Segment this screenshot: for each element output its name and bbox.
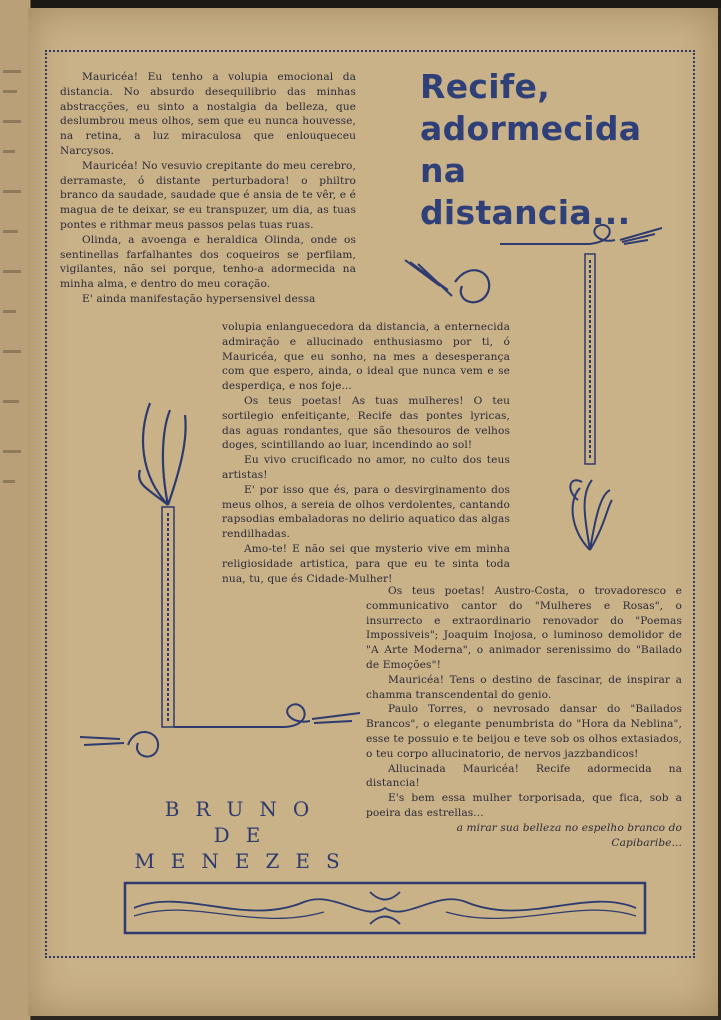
decorative-band-bottom (124, 882, 646, 934)
previous-page-edge (0, 0, 31, 1020)
paragraph: E' ainda manifestação hypersensivel dessa (82, 292, 316, 305)
text-column-right (366, 584, 682, 850)
title-line-4: distancia... (420, 193, 631, 232)
ornament-column-left (80, 395, 380, 755)
paragraph: E's bem essa mulher torporisada, que fica, sob a poeira das estrellas... (366, 792, 682, 819)
title-line-2: adormecida (420, 109, 642, 148)
paragraph: Paulo Torres, o nevrosado dansar do "Bailados Brancos", o elegante penumbrista do "Hora da Neblina", esse te possuio e te beijou e teve sob os olhos extasiados, o teu corpo allucinatorio, de nervos jazzbandicos! (366, 703, 682, 760)
signature-line-2: DE (213, 823, 277, 847)
paragraph: Olinda, a avoenga e heraldica Olinda, onde os sentinellas farfalhantes dos coqueiros se perfilam, vigilantes, não sei porque, tenho-a adormecida na minha alma, e dentro do meu coração. (60, 233, 356, 291)
title-line-3: na (420, 151, 467, 190)
scan-top-edge (28, 0, 721, 8)
paragraph: volupia enlanguecedora da distancia, a enternecida admiração e allucinado enthusiasmo por ti, ó Mauricéa, que eu sonho, na mes a desesperança com que espero, ainda, o ideal que nunca vem e se desperdiça, e nos foje... (222, 321, 510, 393)
signature-line-3: MENEZES (134, 849, 356, 873)
article-title (420, 66, 650, 234)
paragraph: Mauricéa! No vesuvio crepitante do meu cerebro, derramaste, ó distante perturbadora! o philtro branco da saudade, saudade que é ansia de te vêr, e é magua de te deixar, se eu transpuzer, um dia, as tuas pontes e rithmar meus passos pelas tuas ruas. (60, 159, 356, 231)
paragraph: Os teus poetas! As tuas mulheres! O teu sortilegio enfeitiçante, Recife das pontes lyricas, das aguas rondantes, que são thesouros de velhos doges, scintillando ao luar, incendindo ao sol! (222, 394, 510, 452)
ornament-top-right (400, 210, 680, 480)
paragraph: Mauricéa! Eu tenho a volupia emocional da distancia. No absurdo desequilibrio das minhas abstracções, eu sinto a nostalgia da belleza, que deslumbrou meus olhos, sem que eu nunca houvesse, na retina, a luz miraculosa que enlouqueceu Narcysos. (60, 71, 356, 157)
paragraph: E' por isso que és, para o desvirginamento dos meus olhos, a sereia de olhos verdolentes, cantando rapsodias embaladoras no delirio aquatico das algas rendilhadas. (222, 483, 510, 541)
paragraph: Eu vivo crucificado no amor, no culto dos teus artistas! (222, 454, 510, 481)
ornament-fan-right (560, 470, 620, 560)
author-signature (130, 796, 360, 874)
text-column-left (60, 70, 356, 307)
paragraph: Amo-te! E não sei que mysterio vive em minha religiosidade artistica, para que eu te sinta toda nua, tu, que és Cidade-Mulher! (222, 542, 510, 585)
paragraph: Os teus poetas! Austro-Costa, o trovadoresco e communicativo cantor do "Mulheres e Rosas", o insurrecto e extraordinario renovador do "Poemas Impossiveis"; Joaquim Inojosa, o luminoso demolidor de "A Arte Moderna", o animador serenissimo do "Bailado de Emoções"! (366, 585, 682, 671)
closing-line: a mirar sua belleza no espelho branco do Capibaribe... (456, 821, 682, 849)
paragraph: Allucinada Mauricéa! Recife adormecida na distancia! (366, 762, 682, 790)
title-line-1: Recife, (420, 67, 551, 106)
signature-line-1: BRUNO (164, 797, 326, 821)
paragraph: Mauricéa! Tens o destino de fascinar, de inspirar a chamma transcendental do genio. (366, 673, 682, 701)
